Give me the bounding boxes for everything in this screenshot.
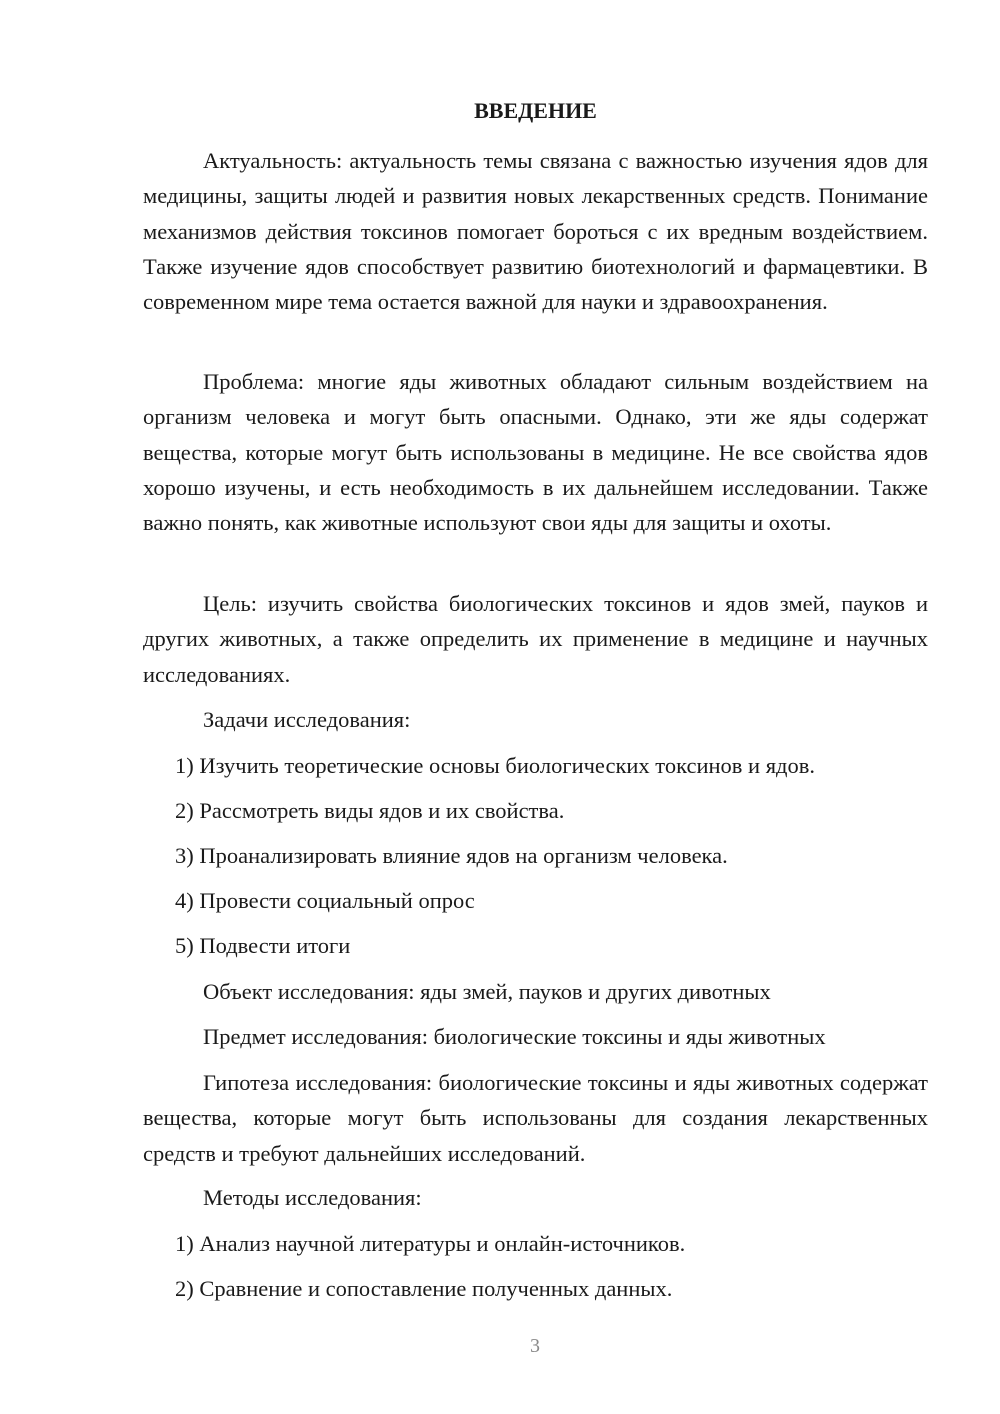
task-item-4: 4) Провести социальный опрос: [175, 888, 475, 913]
task-item-5: 5) Подвести итоги: [175, 933, 351, 958]
methods-heading: Методы исследования:: [203, 1185, 422, 1210]
task-item-1: 1) Изучить теоретические основы биологических токсинов и ядов.: [175, 753, 815, 778]
method-item-2: 2) Сравнение и сопоставление полученных данных.: [175, 1276, 673, 1301]
hypothesis-paragraph: Гипотеза исследования: биологические токсины и яды животных содержат вещества, которые могут быть использованы для создания лекарственных средств и требуют дальнейших исследований.: [143, 1070, 928, 1166]
tasks-heading: Задачи исследования:: [203, 707, 411, 732]
page-number: 3: [530, 1335, 540, 1357]
problem-paragraph: Проблема: многие яды животных обладают сильным воздействием на организм человека и могут быть опасными. Однако, эти же яды содержат вещества, которые могут быть использованы в медицине. Не все свойства ядов хорошо изучены, и есть необходимость в их дальнейшем исследовании. Также важно понять, как животные используют свои яды для защиты и охоты.: [143, 369, 928, 536]
research-object: Объект исследования: яды змей, пауков и других дивотных: [203, 979, 771, 1004]
research-subject: Предмет исследования: биологические токсины и яды животных: [203, 1024, 826, 1049]
task-item-3: 3) Проанализировать влияние ядов на организм человека.: [175, 843, 728, 868]
method-item-1: 1) Анализ научной литературы и онлайн-источников.: [175, 1231, 686, 1256]
task-item-2: 2) Рассмотреть виды ядов и их свойства.: [175, 798, 565, 823]
goal-paragraph: Цель: изучить свойства биологических токсинов и ядов змей, пауков и других животных, а также определить их применение в медицине и научных исследованиях.: [143, 591, 928, 687]
page-title: ВВЕДЕНИЕ: [474, 98, 597, 123]
relevance-paragraph: Актуальность: актуальность темы связана с важностью изучения ядов для медицины, защиты людей и развития новых лекарственных средств. Понимание механизмов действия токсинов помогает бороться с их вредным воздействием. Также изучение ядов способствует развитию биотехнологий и фармацевтики. В современном мире тема остается важной для науки и здравоохранения.: [143, 148, 928, 315]
